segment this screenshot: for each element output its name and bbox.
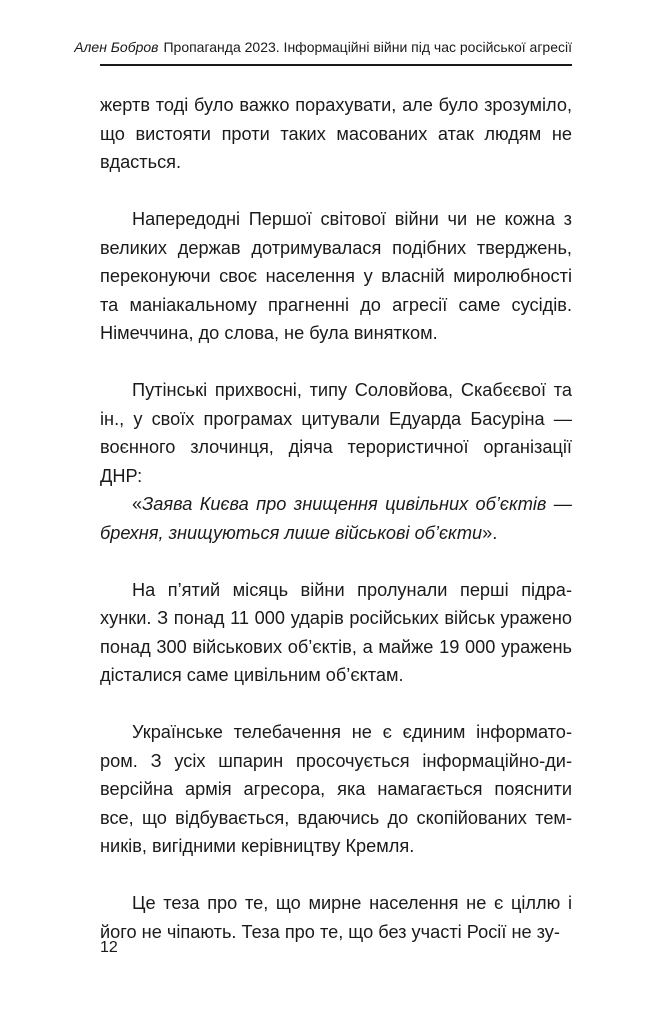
paragraph-3: Путінські прихвосні, типу Соловйова, Скабєєвої та ін., у своїх програмах цитували Едуарда Басуріна — воєнного злочинця, діяча терористичної організації ДНР: [100, 380, 572, 486]
page-number: 12 [100, 939, 118, 956]
paragraph-1: жертв тоді було важко порахувати, але було зрозуміло, що вистояти проти таких масованих атак людям не вдасться. [100, 95, 572, 172]
paragraph-6: Це теза про те, що мирне населення не є ціллю і його не чіпають. Теза про те, що без участі Росії не зу- [100, 893, 572, 942]
paragraph-2: Напередодні Першої світової війни чи не кожна з великих держав дотримувалася подібних тверджень, переконуючи своє населення у власній миролюбності та маніакальному прагненні до агресії саме сусідів. Німеччина, до слова, не була винятком. [100, 209, 572, 343]
quote-close-mark: ». [482, 522, 498, 543]
header-author: Ален Бобров [74, 39, 159, 55]
paragraph-5: Українське телебачення не є єдиним інформатором. З усіх шпарин просочується інформаційно-диверсійна армія агресора, яка намагається пояснити все, що відбувається, вдаючись до скопійованих темників, вигідними керівництву Кремля. [100, 722, 572, 856]
running-header [74, 38, 572, 66]
quote-open-mark: « [132, 494, 143, 514]
quote-text: Заява Києва про знищення цивільних об’єктів — брехня, знищуються лише військові об’єкти [100, 494, 572, 543]
body-text [100, 91, 572, 975]
quote-paragraph [100, 490, 572, 547]
paragraph-4: На п’ятий місяць війни пролунали перші підрахунки. З понад 11 000 ударів російських військ уражено понад 300 військових об’єктів, а майже 19 000 уражень дісталися саме цивільним об’єктам. [100, 579, 572, 685]
header-title: Пропаганда 2023. Інформаційні війни під час російської агресії [163, 39, 572, 55]
